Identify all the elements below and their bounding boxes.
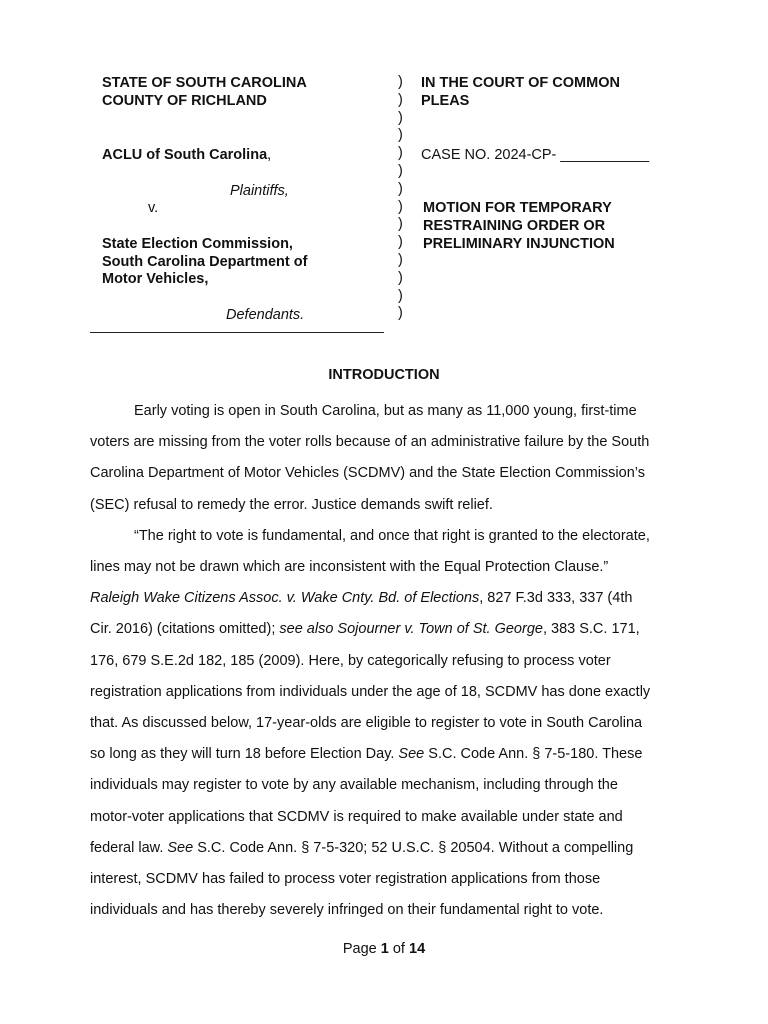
defendant-line-3: Motor Vehicles,	[102, 271, 209, 287]
paragraph-text: S.C. Code Ann. § 7-5-320; 52 U.S.C. § 20504. Without a compelling	[193, 839, 634, 856]
paragraph-line	[90, 583, 680, 614]
current-page-number: 1	[380, 941, 389, 957]
paren: )	[398, 145, 403, 162]
paren: )	[398, 74, 403, 90]
plaintiff-comma: ,	[267, 147, 272, 163]
plaintiffs-label: Plaintiffs,	[230, 183, 289, 199]
paren: )	[398, 251, 403, 268]
paragraph-line: Carolina Department of Motor Vehicles (SCDMV) and the State Election Commission’s	[90, 465, 645, 482]
plaintiff-name-line	[102, 146, 271, 164]
defendants-label: Defendants.	[226, 307, 305, 323]
caption-paren-column	[398, 74, 408, 323]
citation-text: , 827 F.3d 333, 337 (4th	[479, 590, 633, 607]
case-number: CASE NO. 2024-CP- ___________	[421, 147, 650, 163]
defendant-line-2: South Carolina Department of	[102, 254, 308, 270]
motion-title-line-2: RESTRAINING ORDER OR	[423, 218, 606, 234]
paragraph-line: that. As discussed below, 17-year-olds are eligible to register to vote in South Carolina	[90, 715, 643, 732]
county-line: COUNTY OF RICHLAND	[102, 93, 267, 109]
paragraph-text: S.C. Code Ann. § 7-5-180. These	[424, 746, 643, 763]
plaintiff-name: ACLU of South Carolina	[102, 147, 268, 163]
paragraph-line: motor-voter applications that SCDMV is required to make available under state and	[90, 808, 623, 825]
paragraph-line: registration applications from individuals under the age of 18, SCDMV has done exactly	[90, 683, 651, 700]
paragraph-line: (SEC) refusal to remedy the error. Justice demands swift relief.	[90, 496, 493, 513]
signal-italic: See	[394, 746, 425, 763]
paragraph-line: “The right to vote is fundamental, and once that right is granted to the electorate,	[134, 527, 650, 544]
paragraph-line: individuals may register to vote by any available mechanism, including through the	[90, 777, 618, 794]
paren: )	[398, 162, 403, 179]
signal-italic: See	[163, 839, 194, 856]
case-citation-italic: see also Sojourner v. Town of St. George	[275, 621, 543, 638]
paren: )	[398, 216, 403, 233]
defendant-line-1: State Election Commission,	[102, 236, 293, 252]
caption-underline	[90, 332, 384, 333]
case-citation-italic: Raleigh Wake Citizens Assoc. v. Wake Cnty. Bd. of Elections	[90, 590, 480, 607]
paren: )	[398, 127, 403, 144]
court-line-1: IN THE COURT OF COMMON	[421, 75, 620, 91]
paragraph-line	[90, 833, 680, 864]
paren: )	[398, 198, 403, 215]
total-page-count: 14	[409, 941, 426, 957]
state-line: STATE OF SOUTH CAROLINA	[102, 75, 307, 91]
citation-text: Cir. 2016) (citations omitted);	[90, 621, 276, 638]
of-word: of	[388, 941, 409, 957]
motion-title-line-1: MOTION FOR TEMPORARY	[423, 200, 612, 216]
paragraph-text: so long as they will turn 18 before Election Day.	[90, 746, 395, 763]
paren: )	[398, 180, 403, 197]
court-line-2: PLEAS	[421, 93, 470, 109]
paragraph-text: federal law.	[90, 839, 164, 856]
paren: )	[398, 269, 403, 286]
paragraph-line: interest, SCDMV has failed to process voter registration applications from those	[90, 871, 601, 888]
paren: )	[398, 305, 403, 322]
paren: )	[398, 91, 403, 108]
paragraph-2	[90, 521, 680, 927]
paren: )	[398, 109, 403, 126]
versus-label: v.	[148, 200, 159, 216]
section-heading: INTRODUCTION	[328, 367, 440, 383]
paragraph-1	[90, 396, 680, 521]
paragraph-line: lines may not be drawn which are inconsistent with the Equal Protection Clause.”	[90, 559, 609, 575]
paragraph-line: individuals and has thereby severely infringed on their fundamental right to vote.	[90, 902, 604, 919]
paragraph-line	[90, 614, 680, 645]
motion-title-line-3: PRELIMINARY INJUNCTION	[423, 236, 615, 252]
paren: )	[398, 287, 403, 304]
page-footer	[0, 941, 768, 957]
citation-text: , 383 S.C. 171,	[542, 621, 640, 638]
paragraph-line: voters are missing from the voter rolls because of an administrative failure by the South	[90, 434, 650, 451]
paragraph-line: Early voting is open in South Carolina, but as many as 11,000 young, first-time	[134, 403, 637, 419]
page-word: Page	[342, 941, 381, 957]
paragraph-line	[90, 739, 680, 770]
paren: )	[398, 234, 403, 251]
paragraph-line: 176, 679 S.E.2d 182, 185 (2009). Here, by categorically refusing to process voter	[90, 652, 611, 669]
